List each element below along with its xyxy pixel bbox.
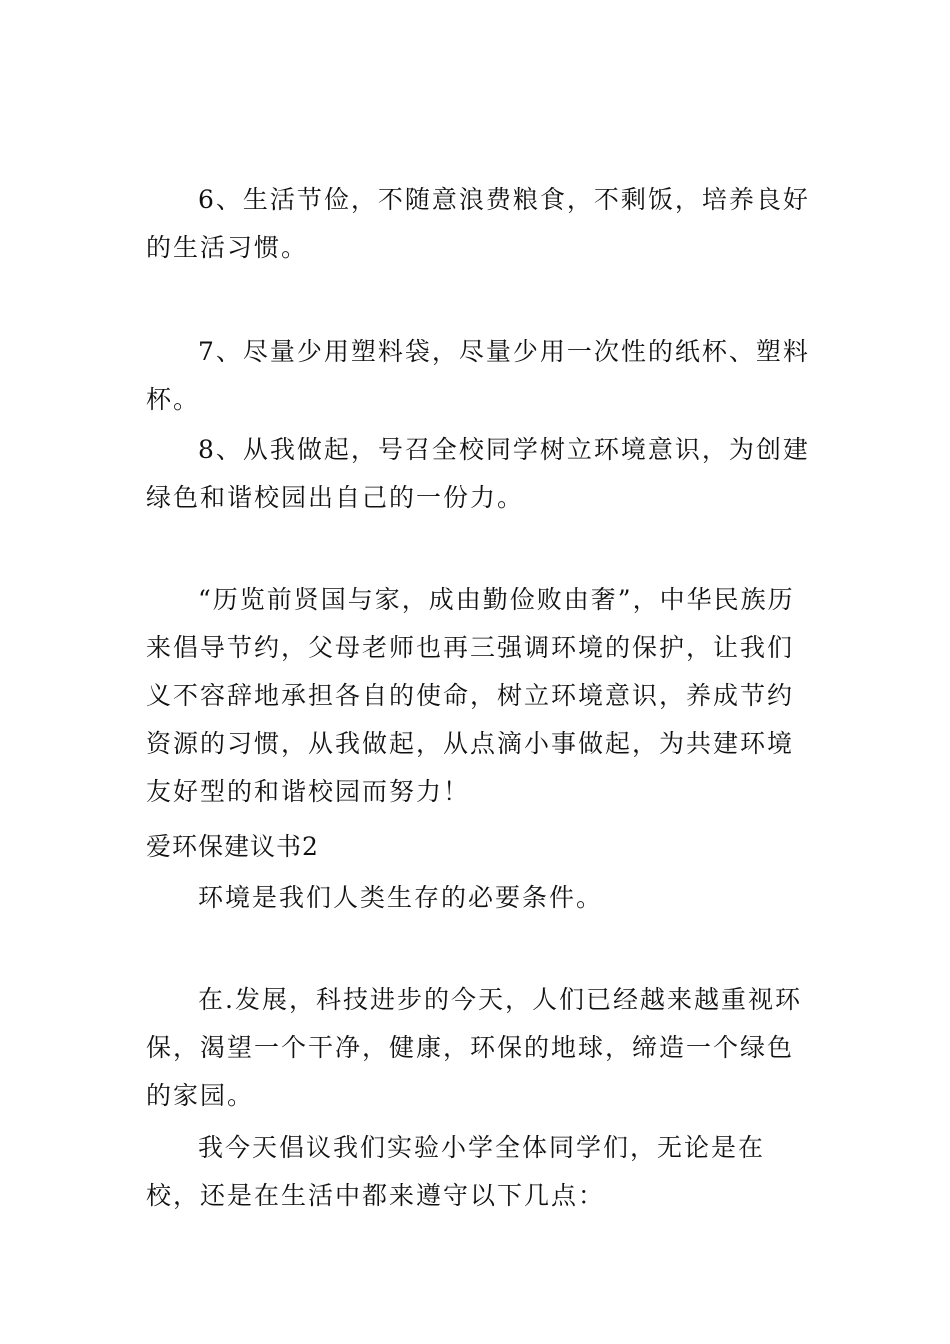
section-title: 爱环保建议书2 [146, 832, 319, 861]
paragraph-intro: 环境是我们人类生存的必要条件。 [198, 883, 604, 912]
paragraph-item-8: 8、从我做起，号召全校同学树立环境意识，为创建绿色和谐校园出自己的一份力。 [146, 435, 810, 512]
paragraph-closing-quote: “历览前贤国与家，成由勤俭败由奢”，中华民族历来倡导节约，父母老师也再三强调环境的保护，让我们义不容辞地承担各自的使命，树立环境意识，养成节约资源的习惯，从我做起，从点滴小事做起，为共建环境友好型的和谐校园而努力！ [146, 585, 795, 806]
paragraph-item-7: 7、尽量少用塑料袋，尽量少用一次性的纸杯、塑料杯。 [146, 337, 810, 414]
paragraph-development: 在.发展，科技进步的今天，人们已经越来越重视环保，渴望一个干净，健康，环保的地球，缔造一个绿色的家园。 [146, 985, 802, 1110]
paragraph-item-6: 6、生活节俭，不随意浪费粮食，不剩饭，培养良好的生活习惯。 [146, 185, 810, 262]
paragraph-proposal: 我今天倡议我们实验小学全体同学们，无论是在校，还是在生活中都来遵守以下几点： [146, 1133, 766, 1210]
